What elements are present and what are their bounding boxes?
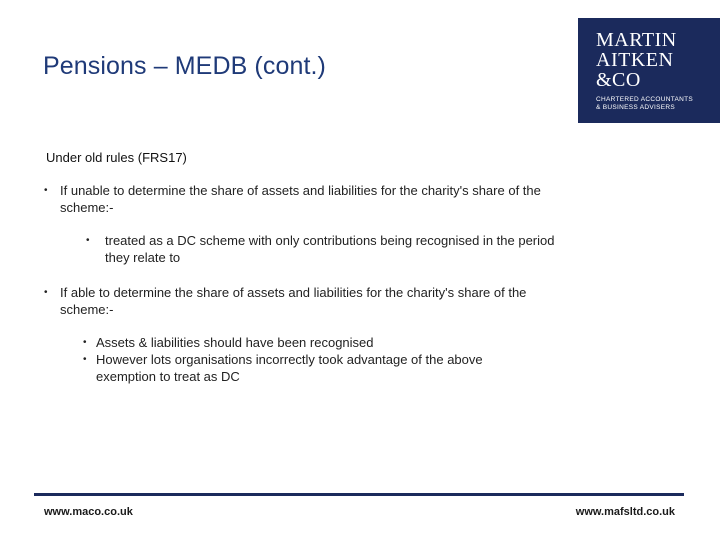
section-heading: Under old rules (FRS17) xyxy=(46,150,187,165)
bullet-marker: • xyxy=(83,354,87,365)
footer-link-mafsltd[interactable]: www.mafsltd.co.uk xyxy=(575,506,675,518)
footer-link-maco[interactable]: www.maco.co.uk xyxy=(44,506,133,518)
bullet-marker: • xyxy=(83,337,87,348)
bullet-text: treated as a DC scheme with only contributions being recognised in the period they relate to xyxy=(105,233,555,265)
slide-title: Pensions – MEDB (cont.) xyxy=(43,52,326,80)
company-logo xyxy=(578,18,720,123)
bullet-marker: • xyxy=(86,235,90,246)
bullet-text: If able to determine the share of assets and liabilities for the charity's share of the scheme:- xyxy=(60,285,527,317)
logo-tagline-2: & BUSINESS ADVISERS xyxy=(596,104,676,111)
logo-line-2: AITKEN xyxy=(596,49,674,71)
bullet-marker: • xyxy=(44,185,48,196)
bullet-marker: • xyxy=(44,287,48,298)
footer-divider xyxy=(34,493,684,496)
bullet-text: However lots organisations incorrectly took advantage of the above exemption to treat as DC xyxy=(96,352,483,384)
bullet-text: If unable to determine the share of assets and liabilities for the charity's share of the scheme:- xyxy=(60,183,541,215)
logo-line-3: &CO xyxy=(596,69,641,91)
logo-tagline-1: CHARTERED ACCOUNTANTS xyxy=(596,96,694,103)
bullet-text: Assets & liabilities should have been recognised xyxy=(96,335,374,350)
logo-line-1: MARTIN xyxy=(596,29,677,51)
